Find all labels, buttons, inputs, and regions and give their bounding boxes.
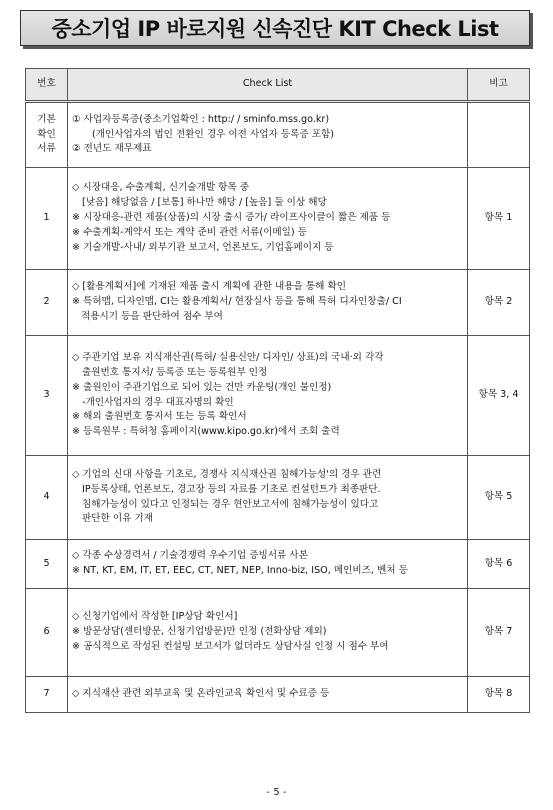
check-line: ◇ 신청기업에서 작성한 [IP상담 확인서]: [72, 611, 238, 623]
row-note: 항목 3, 4: [468, 336, 530, 456]
row-check-list: [68, 540, 468, 589]
check-line: ◇ 시장대응, 수출계획, 신기술개발 항목 중: [72, 182, 250, 194]
header-note: 비고: [468, 69, 530, 102]
check-line: ※ 기술개발-사내/ 외부기관 보고서, 언론보도, 기업홈페이지 등: [72, 241, 334, 253]
table-row: [26, 336, 530, 456]
row-check-list: [68, 677, 468, 713]
check-line: ② 전년도 재무제표: [72, 143, 152, 155]
header-no: 번호: [26, 69, 68, 102]
row-check-list: [68, 589, 468, 677]
row-note: [468, 102, 530, 168]
check-line: ※ 해외 출원번호 통지서 또는 등록 확인서: [72, 411, 247, 423]
table-row: [26, 589, 530, 677]
check-line: ◇ 지식재산 관련 외부교육 및 온라인교육 확인서 및 수료증 등: [72, 688, 330, 700]
table-header-row: [26, 69, 530, 102]
header-check-list: Check List: [68, 69, 468, 102]
row-number: [26, 102, 68, 168]
check-line: (개인사업자의 법인 전환인 경우 이전 사업자 등록증 포함): [92, 128, 334, 140]
check-line: ※ 특허맵, 디자인맵, CI는 활용계획서/ 현장실사 등을 통해 특허 디자인창출/ CI: [72, 296, 402, 308]
table-row: [26, 456, 530, 540]
table-row: [26, 168, 530, 270]
check-line: ※ NT, KT, EM, IT, ET, EEC, CT, NET, NEP, Inno-biz, ISO, 메인비즈, 벤처 등: [72, 565, 408, 576]
check-line: ◇ 각종 수상경력서 / 기술경쟁력 우수기업 증빙서류 사본: [72, 550, 308, 562]
row-number-line: 확인: [37, 128, 56, 140]
check-line: ※ 시장대응-관련 제품(상품)의 시장 출시 증가/ 라이프사이클이 짧은 제품 등: [72, 212, 391, 224]
check-line: ◇ 기업의 신대 사항을 기초로, 경쟁사 지식재산권 침해가능성'의 경우 관련: [72, 468, 382, 480]
row-check-list: [68, 456, 468, 540]
row-number: 7: [26, 677, 68, 713]
row-number-line: 서류: [37, 143, 56, 155]
row-number-line: 기본: [37, 113, 56, 125]
check-line: IP등록상태, 언론보도, 경고장 등의 자료를 기초로 컨설턴트가 최종판단.: [82, 483, 381, 495]
table-row: [26, 102, 530, 168]
check-line: 판단한 이유 기재: [82, 513, 153, 525]
row-number: 3: [26, 336, 68, 456]
table-row: [26, 677, 530, 713]
row-number: 1: [26, 168, 68, 270]
check-line: ※ 공식적으로 작성된 컨설팅 보고서가 없더라도 상담사실 인정 시 점수 부여: [72, 640, 389, 652]
row-note: 항목 5: [468, 456, 530, 540]
check-line: 출원번호 통지서/ 등록증 또는 등록원부 인정: [82, 366, 268, 378]
check-line: -개인사업자의 경우 대표자명의 확인: [82, 396, 234, 408]
check-line: ◇ [활용계획서]에 기재된 제품 출시 계획에 관한 내용을 통해 확인: [72, 281, 346, 293]
row-check-list: [68, 168, 468, 270]
row-note: 항목 7: [468, 589, 530, 677]
table-row: [26, 540, 530, 589]
check-line: ※ 등록원부 : 특허청 홈페이지(www.kipo.go.kr)에서 조회 출력: [72, 426, 340, 438]
check-line: ◇ 주관기업 보유 지식재산권(특허/ 실용신안/ 디자인/ 상표)의 국내·외 각각: [72, 351, 384, 363]
check-line: [낮음] 해당없음 / [보통] 하나만 해당 / [높음] 둘 이상 해당: [82, 197, 327, 209]
checklist-table: [25, 68, 530, 713]
check-line: ① 사업자등록증(중소기업확인 : http:/ / sminfo.mss.go.kr): [72, 113, 330, 125]
page-title: 중소기업 IP 바로지원 신속진단 KIT Check List: [51, 17, 499, 41]
row-note: 항목 2: [468, 270, 530, 336]
page-number: - 5 -: [266, 787, 287, 798]
check-line: 적용시기 등을 판단하여 점수 부여: [81, 310, 223, 322]
table-row: [26, 270, 530, 336]
row-check-list: [68, 270, 468, 336]
row-number: 4: [26, 456, 68, 540]
check-line: ※ 출원인이 주관기업으로 되어 있는 건만 카운팅(개인 불인정): [72, 381, 332, 393]
row-note: 항목 1: [468, 168, 530, 270]
row-check-list: [68, 336, 468, 456]
check-line: 침해가능성이 있다고 인정되는 경우 현안보고서에 침해가능성이 있다고: [82, 498, 379, 510]
check-line: ※ 방문상담(센터방문, 신청기업방문)만 인정 (전화상담 제외): [72, 626, 327, 638]
row-check-list: [68, 102, 468, 168]
row-number: 5: [26, 540, 68, 589]
check-line: ※ 수출계획-계약서 또는 계약 준비 관련 서류(이메일) 등: [72, 226, 307, 238]
page-title-box: [20, 10, 530, 46]
row-note: 항목 6: [468, 540, 530, 589]
row-note: 항목 8: [468, 677, 530, 713]
row-number: 6: [26, 589, 68, 677]
row-number: 2: [26, 270, 68, 336]
